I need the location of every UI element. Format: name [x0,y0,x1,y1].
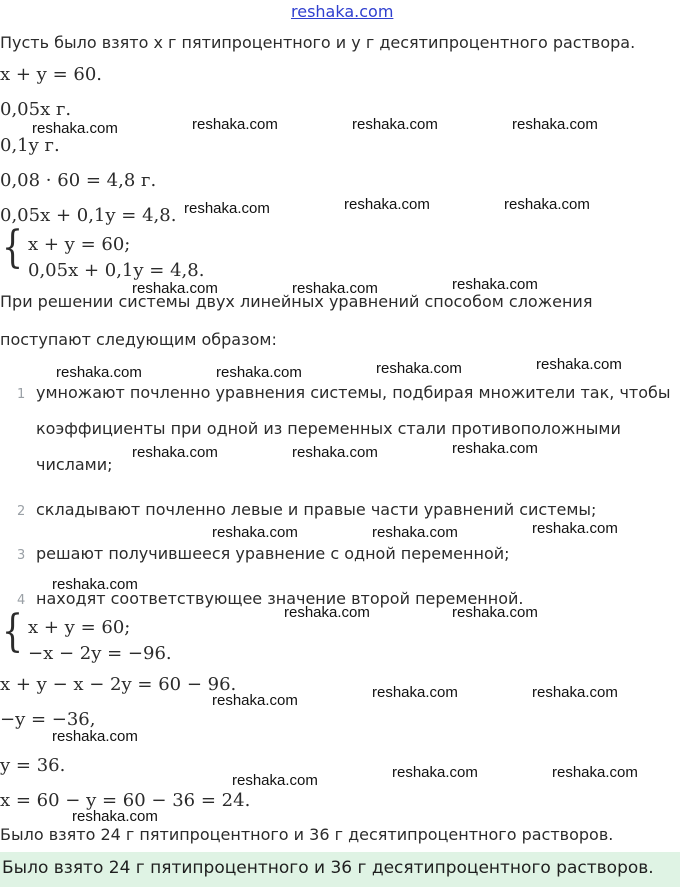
equation: y = 36. [0,755,66,776]
watermark: reshaka.com [56,364,142,381]
watermark: reshaka.com [132,444,218,461]
step-text: коэффициенты при одной из переменных стали противоположными [36,419,621,438]
equation: x + y − x − 2y = 60 − 96. [0,674,237,695]
system-equation: 0,05x + 0,1y = 4,8. [28,260,205,281]
step-text: решают получившееся уравнение с одной переменной; [36,544,510,563]
step-number: 2 [17,504,26,519]
equation: 0,08 · 60 = 4,8 г. [0,170,157,191]
watermark: reshaka.com [284,604,370,621]
equation: −y = −36, [0,709,96,730]
watermark: reshaka.com [216,364,302,381]
system-equation: x + y = 60; [28,234,131,255]
equation: 0,05x + 0,1y = 4,8. [0,205,177,226]
system-equation: −x − 2y = −96. [28,643,172,664]
equation: 0,1y г. [0,135,60,156]
step-text: находят соответствующее значение второй переменной. [36,589,524,608]
watermark: reshaka.com [52,576,138,593]
paragraph: поступают следующим образом: [0,330,277,349]
site-link[interactable]: reshaka.com [291,2,394,21]
step-text: числами; [36,455,113,474]
watermark: reshaka.com [532,520,618,537]
answer-box [0,852,680,887]
watermark: reshaka.com [52,728,138,745]
step-number: 3 [17,548,26,563]
watermark: reshaka.com [452,276,538,293]
system-equation: x + y = 60; [28,617,131,638]
watermark: reshaka.com [552,764,638,781]
equation: 0,05x г. [0,99,72,120]
watermark: reshaka.com [536,356,622,373]
text-line: Пусть было взято x г пятипроцентного и y г десятипроцентного раствора. [0,33,636,52]
watermark: reshaka.com [292,444,378,461]
step-number: 1 [17,387,26,402]
watermark: reshaka.com [212,692,298,709]
watermark: reshaka.com [504,196,590,213]
step-text: умножают почленно уравнения системы, подбирая множители так, чтобы [36,383,671,402]
watermark: reshaka.com [352,116,438,133]
system-brace-icon: { [2,222,23,273]
step-number: 4 [17,593,26,608]
watermark: reshaka.com [292,280,378,297]
watermark: reshaka.com [344,196,430,213]
watermark: reshaka.com [192,116,278,133]
watermark: reshaka.com [452,604,538,621]
watermark: reshaka.com [32,120,118,137]
watermark: reshaka.com [132,280,218,297]
watermark: reshaka.com [372,684,458,701]
conclusion-text: Было взято 24 г пятипроцентного и 36 г десятипроцентного растворов. [0,825,614,844]
step-text: складывают почленно левые и правые части уравнений системы; [36,500,597,519]
watermark: reshaka.com [532,684,618,701]
paragraph: При решении системы двух линейных уравнений способом сложения [0,292,593,311]
watermark: reshaka.com [212,524,298,541]
answer-text: Было взято 24 г пятипроцентного и 36 г десятипроцентного растворов. [2,858,654,878]
equation: x = 60 − y = 60 − 36 = 24. [0,790,251,811]
watermark: reshaka.com [372,524,458,541]
watermark: reshaka.com [512,116,598,133]
equation: x + y = 60. [0,64,102,85]
watermark: reshaka.com [232,772,318,789]
system-brace-icon: { [2,606,23,657]
watermark: reshaka.com [376,360,462,377]
watermark: reshaka.com [72,808,158,825]
watermark: reshaka.com [452,440,538,457]
watermark: reshaka.com [392,764,478,781]
watermark: reshaka.com [184,200,270,217]
